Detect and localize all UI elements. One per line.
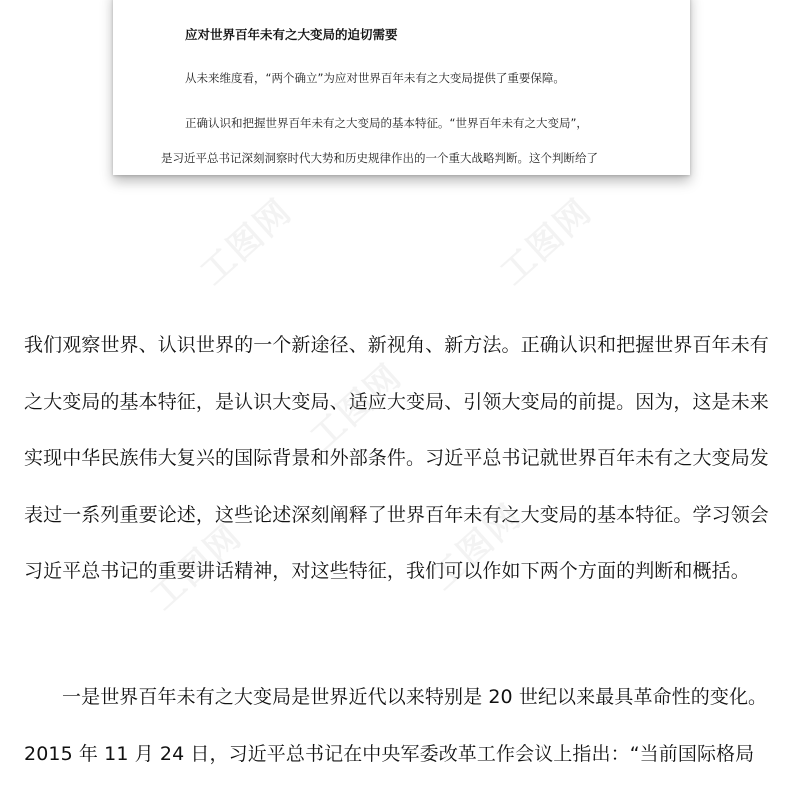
watermark: 工图网: [302, 356, 410, 459]
preview-line-1: 从未来维度看，“两个确立”为应对世界百年未有之大变局提供了重要保障。: [185, 71, 565, 85]
body-paragraph-2: 一是世界百年未有之大变局是世界近代以来特别是 20 世纪以来最具革命性的变化。2015 年 11 月 24 日，习近平总书记在中央军委改革工作会议上指出：“当前国际格局: [24, 686, 768, 765]
preview-line-2: 正确认识和把握世界百年未有之大变局的基本特征。“世界百年未有之大变局”，: [185, 116, 588, 130]
preview-title: 应对世界百年未有之大变局的迫切需要: [185, 27, 398, 42]
watermark: 工图网: [422, 496, 530, 599]
watermark: 工图网: [192, 191, 300, 294]
preview-line-3: 是习近平总书记深刻洞察时代大势和历史规律作出的一个重大战略判断。这个判断给了: [161, 151, 598, 165]
watermark: 工图网: [492, 191, 600, 294]
body-paragraph-1: 我们观察世界、认识世界的一个新途径、新视角、新方法。正确认识和把握世界百年未有之大变局的基本特征，是认识大变局、适应大变局、引领大变局的前提。因为，这是未来实现中华民族伟大复兴的国际背景和外部条件。习近平总书记就世界百年未有之大变局发表过一系列重要论述，这些论述深刻阐释了世界百年未有之大变局的基本特征。学习领会习近平总书记的重要讲话精神，对这些特征，我们可以作如下两个方面的判断和概括。: [24, 334, 769, 582]
preview-card: [113, 0, 690, 175]
watermark: 工图网: [142, 516, 250, 619]
